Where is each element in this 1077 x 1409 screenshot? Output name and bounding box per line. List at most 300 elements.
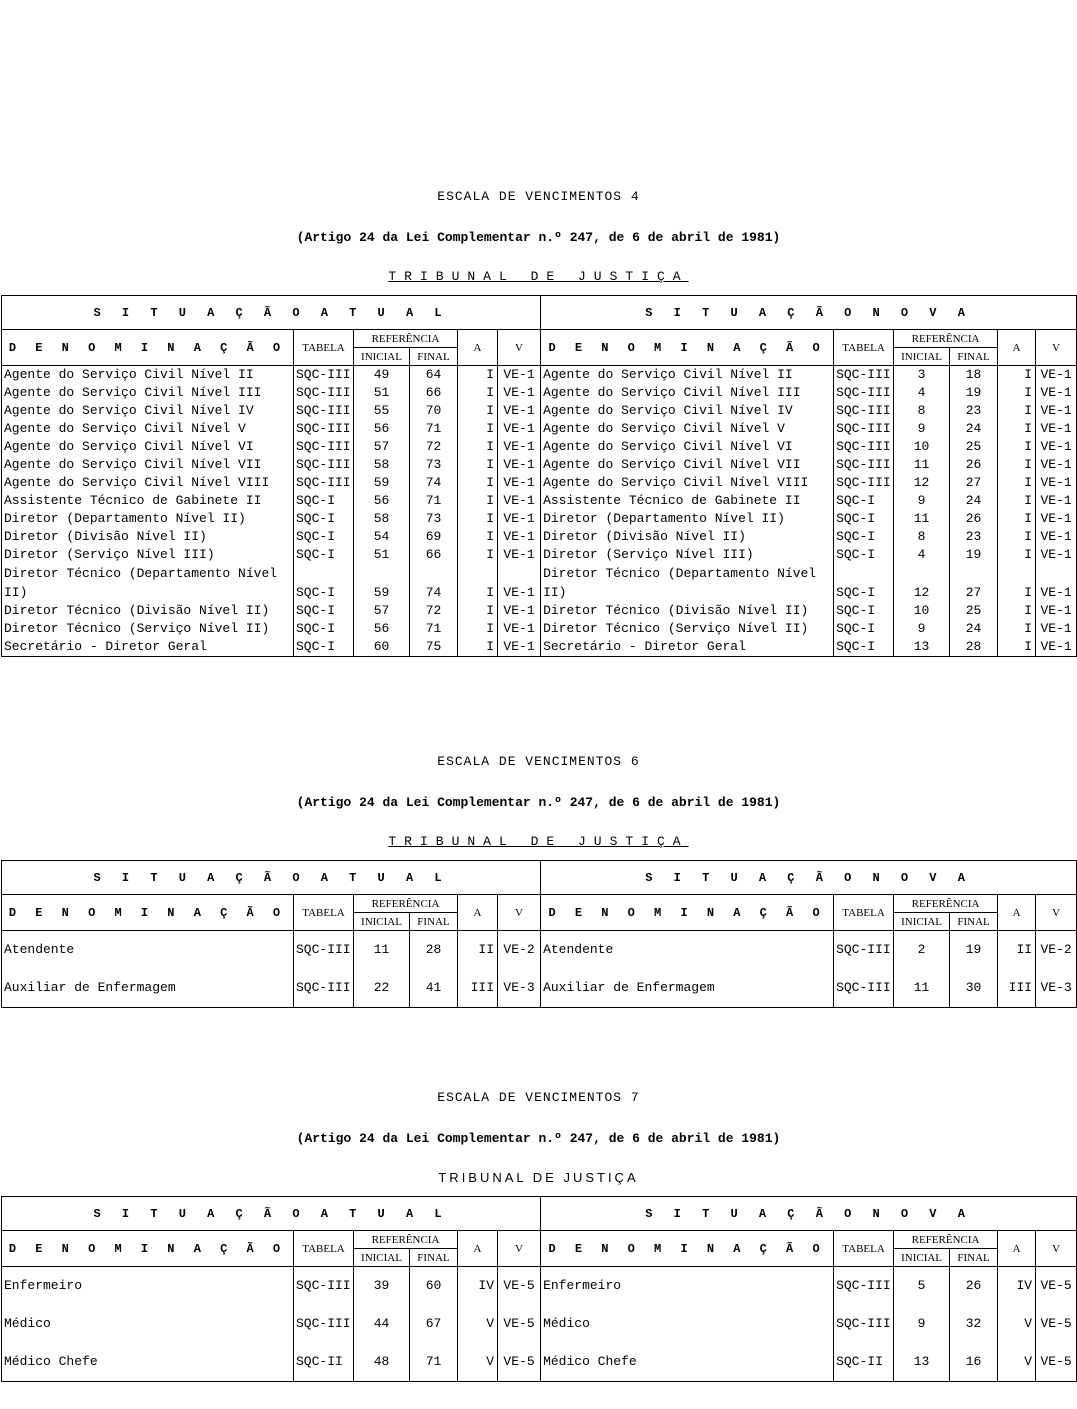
table-row: [2, 931, 1077, 970]
v-cell: VE-1: [498, 510, 541, 528]
tabela-cell: SQC-III: [834, 969, 894, 1008]
v-cell: VE-5: [498, 1267, 541, 1306]
tabela-cell: SQC-I: [294, 528, 354, 546]
tabela-cell: SQC-III: [294, 1267, 354, 1306]
section-title: ESCALA DE VENCIMENTOS 4: [437, 189, 640, 204]
tabela-header: TABELA: [834, 1231, 894, 1267]
a-cell: V: [458, 1305, 498, 1343]
a-cell: IV: [458, 1267, 498, 1306]
table-row: [2, 969, 1077, 1008]
inicial-header: INICIAL: [354, 1249, 410, 1267]
v-header: V: [498, 895, 541, 931]
v-cell: VE-1: [1036, 638, 1077, 657]
a-cell: I: [998, 492, 1036, 510]
inicial-cell: 57: [354, 602, 410, 620]
a-cell: I: [458, 366, 498, 385]
inicial-cell: 22: [354, 969, 410, 1008]
denominacao-cell: Agente do Serviço Civil Nível VI: [2, 438, 294, 456]
escala-table: [1, 1196, 1077, 1382]
a-cell: I: [998, 528, 1036, 546]
inicial-cell: 2: [894, 931, 950, 970]
v-cell: VE-1: [498, 456, 541, 474]
tabela-cell: SQC-III: [294, 438, 354, 456]
a-header: A: [458, 330, 498, 366]
denominacao-cell: Agente do Serviço Civil Nível III: [541, 384, 834, 402]
denominacao-cell: Atendente: [541, 931, 834, 970]
tabela-cell: SQC-III: [834, 402, 894, 420]
final-cell: 24: [950, 492, 998, 510]
final-cell: 26: [950, 456, 998, 474]
inicial-cell: 59: [354, 474, 410, 492]
inicial-header: INICIAL: [894, 913, 950, 931]
v-cell: VE-1: [498, 528, 541, 546]
final-cell: 74: [410, 564, 458, 602]
denominacao-cell: Agente do Serviço Civil Nível V: [541, 420, 834, 438]
a-cell: II: [458, 931, 498, 970]
a-cell: I: [458, 456, 498, 474]
a-cell: I: [998, 510, 1036, 528]
denominacao-cell: Agente do Serviço Civil Nível II: [2, 366, 294, 385]
inicial-cell: 54: [354, 528, 410, 546]
v-cell: VE-1: [498, 546, 541, 564]
a-cell: I: [998, 420, 1036, 438]
table-row: [2, 1267, 1077, 1306]
a-cell: I: [458, 438, 498, 456]
tabela-cell: SQC-II: [294, 1343, 354, 1382]
a-cell: I: [998, 402, 1036, 420]
final-header: FINAL: [410, 913, 458, 931]
section-subtitle: (Artigo 24 da Lei Complementar n.º 247, de 6 de abril de 1981): [296, 1131, 781, 1146]
escala-table: [1, 295, 1077, 657]
final-header: FINAL: [950, 1249, 998, 1267]
final-cell: 71: [410, 620, 458, 638]
v-cell: VE-1: [1036, 546, 1077, 564]
inicial-cell: 4: [894, 546, 950, 564]
v-cell: VE-5: [498, 1343, 541, 1382]
tabela-cell: SQC-III: [834, 456, 894, 474]
final-cell: 23: [950, 528, 998, 546]
v-cell: VE-1: [1036, 510, 1077, 528]
v-cell: VE-1: [1036, 492, 1077, 510]
situacao-nova-header: S I T U A Ç Ã O N O V A: [541, 861, 1077, 895]
a-cell: I: [998, 456, 1036, 474]
a-cell: I: [458, 602, 498, 620]
a-header: A: [998, 895, 1036, 931]
denominacao-cell: Auxiliar de Enfermagem: [2, 969, 294, 1008]
inicial-cell: 9: [894, 620, 950, 638]
v-cell: VE-1: [1036, 564, 1077, 602]
a-cell: V: [998, 1343, 1036, 1382]
final-cell: 66: [410, 384, 458, 402]
inicial-cell: 48: [354, 1343, 410, 1382]
denominacao-cell: Diretor Técnico (Divisão Nível II): [541, 602, 834, 620]
table-row: [2, 546, 1077, 564]
a-cell: V: [458, 1343, 498, 1382]
v-cell: VE-1: [1036, 528, 1077, 546]
denominacao-header: D E N O M I N A Ç Ã O: [541, 895, 834, 931]
final-cell: 70: [410, 402, 458, 420]
tabela-cell: SQC-I: [294, 638, 354, 657]
inicial-cell: 5: [894, 1267, 950, 1306]
v-cell: VE-1: [498, 638, 541, 657]
denominacao-header: D E N O M I N A Ç Ã O: [2, 330, 294, 366]
referencia-header: REFERÊNCIA: [354, 895, 458, 913]
tabela-cell: SQC-III: [834, 438, 894, 456]
final-cell: 23: [950, 402, 998, 420]
a-cell: I: [998, 638, 1036, 657]
v-cell: VE-1: [1036, 620, 1077, 638]
table-row: [2, 602, 1077, 620]
situacao-atual-header: S I T U A Ç Ã O A T U A L: [2, 861, 541, 895]
denominacao-cell: Secretário - Diretor Geral: [541, 638, 834, 657]
inicial-cell: 56: [354, 620, 410, 638]
situacao-nova-header: S I T U A Ç Ã O N O V A: [541, 1197, 1077, 1231]
final-cell: 27: [950, 474, 998, 492]
v-header: V: [498, 1231, 541, 1267]
a-cell: I: [998, 438, 1036, 456]
denominacao-cell: Diretor Técnico (Serviço Nível II): [2, 620, 294, 638]
v-cell: VE-1: [498, 384, 541, 402]
final-header: FINAL: [410, 348, 458, 366]
tabela-cell: SQC-I: [834, 564, 894, 602]
a-header: A: [998, 1231, 1036, 1267]
final-header: FINAL: [410, 1249, 458, 1267]
inicial-cell: 9: [894, 492, 950, 510]
table-row: [2, 402, 1077, 420]
v-cell: VE-1: [498, 602, 541, 620]
inicial-cell: 51: [354, 546, 410, 564]
denominacao-cell: Agente do Serviço Civil Nível III: [2, 384, 294, 402]
table-row: [2, 438, 1077, 456]
a-cell: I: [458, 638, 498, 657]
v-cell: VE-5: [1036, 1305, 1077, 1343]
a-cell: I: [458, 474, 498, 492]
final-header: FINAL: [950, 348, 998, 366]
tabela-cell: SQC-III: [834, 931, 894, 970]
tabela-cell: SQC-III: [294, 420, 354, 438]
a-cell: I: [998, 602, 1036, 620]
a-cell: I: [458, 546, 498, 564]
denominacao-header: D E N O M I N A Ç Ã O: [541, 330, 834, 366]
denominacao-cell: Atendente: [2, 931, 294, 970]
inicial-cell: 58: [354, 510, 410, 528]
tabela-cell: SQC-III: [294, 384, 354, 402]
final-cell: 71: [410, 1343, 458, 1382]
denominacao-header: D E N O M I N A Ç Ã O: [2, 895, 294, 931]
table-row: [2, 638, 1077, 657]
table-row: [2, 564, 1077, 602]
v-cell: VE-3: [498, 969, 541, 1008]
final-cell: 72: [410, 438, 458, 456]
final-cell: 73: [410, 456, 458, 474]
v-header: V: [1036, 895, 1077, 931]
final-cell: 25: [950, 438, 998, 456]
final-cell: 24: [950, 620, 998, 638]
a-header: A: [458, 895, 498, 931]
a-header: A: [458, 1231, 498, 1267]
denominacao-header: D E N O M I N A Ç Ã O: [2, 1231, 294, 1267]
v-header: V: [1036, 1231, 1077, 1267]
v-header: V: [498, 330, 541, 366]
table-row: [2, 474, 1077, 492]
tabela-cell: SQC-I: [834, 528, 894, 546]
inicial-cell: 12: [894, 474, 950, 492]
situacao-atual-header: S I T U A Ç Ã O A T U A L: [2, 1197, 541, 1231]
a-cell: I: [998, 366, 1036, 385]
v-cell: VE-1: [1036, 402, 1077, 420]
inicial-cell: 11: [894, 510, 950, 528]
a-cell: I: [458, 620, 498, 638]
final-cell: 24: [950, 420, 998, 438]
a-cell: III: [458, 969, 498, 1008]
denominacao-cell: Agente do Serviço Civil Nível VI: [541, 438, 834, 456]
a-cell: I: [458, 528, 498, 546]
final-cell: 18: [950, 366, 998, 385]
v-cell: VE-1: [1036, 456, 1077, 474]
denominacao-cell: Diretor (Serviço Nível III): [541, 546, 834, 564]
tabela-header: TABELA: [294, 1231, 354, 1267]
v-cell: VE-1: [498, 620, 541, 638]
table-row: [2, 366, 1077, 385]
final-cell: 19: [950, 931, 998, 970]
inicial-header: INICIAL: [894, 1249, 950, 1267]
inicial-header: INICIAL: [894, 348, 950, 366]
inicial-cell: 39: [354, 1267, 410, 1306]
tabela-cell: SQC-I: [294, 510, 354, 528]
v-cell: VE-1: [1036, 602, 1077, 620]
inicial-cell: 49: [354, 366, 410, 385]
tabela-cell: SQC-I: [294, 492, 354, 510]
tabela-header: TABELA: [294, 895, 354, 931]
final-cell: 69: [410, 528, 458, 546]
inicial-cell: 56: [354, 492, 410, 510]
tabela-cell: SQC-I: [834, 546, 894, 564]
denominacao-cell: Agente do Serviço Civil Nível IV: [541, 402, 834, 420]
a-cell: II: [998, 931, 1036, 970]
inicial-cell: 13: [894, 1343, 950, 1382]
section-subtitle: (Artigo 24 da Lei Complementar n.º 247, de 6 de abril de 1981): [296, 795, 781, 810]
denominacao-cell: Diretor Técnico (Departamento Nível II): [541, 564, 834, 602]
tabela-cell: SQC-I: [294, 620, 354, 638]
tabela-cell: SQC-I: [834, 510, 894, 528]
table-row: [2, 510, 1077, 528]
denominacao-cell: Agente do Serviço Civil Nível VIII: [541, 474, 834, 492]
final-cell: 64: [410, 366, 458, 385]
denominacao-header: D E N O M I N A Ç Ã O: [541, 1231, 834, 1267]
a-cell: V: [998, 1305, 1036, 1343]
tabela-cell: SQC-III: [834, 384, 894, 402]
a-cell: IV: [998, 1267, 1036, 1306]
tabela-cell: SQC-III: [834, 366, 894, 385]
denominacao-cell: Diretor (Divisão Nível II): [541, 528, 834, 546]
situacao-atual-header: S I T U A Ç Ã O A T U A L: [2, 296, 541, 330]
table-row: [2, 620, 1077, 638]
a-cell: I: [458, 564, 498, 602]
denominacao-cell: Assistente Técnico de Gabinete II: [541, 492, 834, 510]
final-cell: 60: [410, 1267, 458, 1306]
tabela-cell: SQC-I: [834, 492, 894, 510]
table-row: [2, 420, 1077, 438]
denominacao-cell: Diretor (Serviço Nível III): [2, 546, 294, 564]
denominacao-cell: Agente do Serviço Civil Nível IV: [2, 402, 294, 420]
a-header: A: [998, 330, 1036, 366]
a-cell: I: [998, 474, 1036, 492]
tabela-cell: SQC-III: [834, 1267, 894, 1306]
table-row: [2, 384, 1077, 402]
inicial-cell: 13: [894, 638, 950, 657]
v-header: V: [1036, 330, 1077, 366]
v-cell: VE-1: [498, 474, 541, 492]
denominacao-cell: Médico: [2, 1305, 294, 1343]
denominacao-cell: Assistente Técnico de Gabinete II: [2, 492, 294, 510]
v-cell: VE-1: [498, 402, 541, 420]
v-cell: VE-1: [1036, 474, 1077, 492]
denominacao-cell: Médico Chefe: [2, 1343, 294, 1382]
table-row: [2, 492, 1077, 510]
tabela-cell: SQC-III: [834, 420, 894, 438]
denominacao-cell: Agente do Serviço Civil Nível II: [541, 366, 834, 385]
section-court: TRIBUNAL DE JUSTIÇA: [438, 1170, 639, 1185]
final-cell: 30: [950, 969, 998, 1008]
final-header: FINAL: [950, 913, 998, 931]
inicial-cell: 10: [894, 602, 950, 620]
denominacao-cell: Diretor Técnico (Departamento Nível II): [2, 564, 294, 602]
tabela-cell: SQC-III: [294, 931, 354, 970]
denominacao-cell: Diretor Técnico (Divisão Nível II): [2, 602, 294, 620]
a-cell: I: [998, 384, 1036, 402]
v-cell: VE-5: [1036, 1343, 1077, 1382]
section-court: TRIBUNAL DE JUSTIÇA: [388, 834, 689, 849]
section-court: TRIBUNAL DE JUSTIÇA: [388, 269, 689, 284]
inicial-header: INICIAL: [354, 913, 410, 931]
denominacao-cell: Diretor (Divisão Nível II): [2, 528, 294, 546]
section-title: ESCALA DE VENCIMENTOS 7: [437, 1090, 640, 1105]
inicial-cell: 51: [354, 384, 410, 402]
final-cell: 75: [410, 638, 458, 657]
inicial-cell: 10: [894, 438, 950, 456]
inicial-cell: 58: [354, 456, 410, 474]
v-cell: VE-1: [498, 420, 541, 438]
escala-table: [1, 860, 1077, 1008]
v-cell: VE-1: [1036, 420, 1077, 438]
denominacao-cell: Auxiliar de Enfermagem: [541, 969, 834, 1008]
table-row: [2, 528, 1077, 546]
a-cell: I: [458, 384, 498, 402]
denominacao-cell: Médico Chefe: [541, 1343, 834, 1382]
v-cell: VE-2: [1036, 931, 1077, 970]
referencia-header: REFERÊNCIA: [354, 1231, 458, 1249]
final-cell: 72: [410, 602, 458, 620]
denominacao-cell: Diretor Técnico (Serviço Nível II): [541, 620, 834, 638]
inicial-cell: 55: [354, 402, 410, 420]
final-cell: 26: [950, 1267, 998, 1306]
tabela-cell: SQC-I: [294, 564, 354, 602]
inicial-cell: 12: [894, 564, 950, 602]
inicial-cell: 57: [354, 438, 410, 456]
v-cell: VE-2: [498, 931, 541, 970]
section-title: ESCALA DE VENCIMENTOS 6: [437, 754, 640, 769]
table-row: [2, 456, 1077, 474]
final-cell: 41: [410, 969, 458, 1008]
inicial-header: INICIAL: [354, 348, 410, 366]
tabela-cell: SQC-III: [294, 456, 354, 474]
v-cell: VE-5: [1036, 1267, 1077, 1306]
inicial-cell: 60: [354, 638, 410, 657]
a-cell: III: [998, 969, 1036, 1008]
section-subtitle: (Artigo 24 da Lei Complementar n.º 247, de 6 de abril de 1981): [296, 230, 781, 245]
tabela-cell: SQC-I: [834, 638, 894, 657]
denominacao-cell: Enfermeiro: [541, 1267, 834, 1306]
tabela-cell: SQC-III: [294, 474, 354, 492]
tabela-cell: SQC-III: [834, 1305, 894, 1343]
inicial-cell: 56: [354, 420, 410, 438]
inicial-cell: 8: [894, 402, 950, 420]
situacao-nova-header: S I T U A Ç Ã O N O V A: [541, 296, 1077, 330]
final-cell: 16: [950, 1343, 998, 1382]
final-cell: 32: [950, 1305, 998, 1343]
tabela-header: TABELA: [834, 330, 894, 366]
final-cell: 28: [410, 931, 458, 970]
v-cell: VE-1: [498, 564, 541, 602]
final-cell: 19: [950, 546, 998, 564]
tabela-cell: SQC-I: [294, 602, 354, 620]
inicial-cell: 44: [354, 1305, 410, 1343]
final-cell: 27: [950, 564, 998, 602]
a-cell: I: [458, 510, 498, 528]
table-row: [2, 1305, 1077, 1343]
inicial-cell: 8: [894, 528, 950, 546]
final-cell: 74: [410, 474, 458, 492]
final-cell: 28: [950, 638, 998, 657]
v-cell: VE-1: [1036, 384, 1077, 402]
denominacao-cell: Agente do Serviço Civil Nível VIII: [2, 474, 294, 492]
denominacao-cell: Diretor (Departamento Nível II): [2, 510, 294, 528]
v-cell: VE-1: [498, 366, 541, 385]
tabela-header: TABELA: [834, 895, 894, 931]
denominacao-cell: Secretário - Diretor Geral: [2, 638, 294, 657]
referencia-header: REFERÊNCIA: [354, 330, 458, 348]
a-cell: I: [458, 402, 498, 420]
escala-section-6: [1, 753, 1076, 1008]
escala-section-7: [1, 1089, 1076, 1382]
final-cell: 66: [410, 546, 458, 564]
v-cell: VE-3: [1036, 969, 1077, 1008]
final-cell: 19: [950, 384, 998, 402]
v-cell: VE-5: [498, 1305, 541, 1343]
tabela-cell: SQC-I: [834, 602, 894, 620]
inicial-cell: 9: [894, 420, 950, 438]
final-cell: 67: [410, 1305, 458, 1343]
v-cell: VE-1: [1036, 366, 1077, 385]
final-cell: 73: [410, 510, 458, 528]
tabela-cell: SQC-III: [834, 474, 894, 492]
inicial-cell: 3: [894, 366, 950, 385]
denominacao-cell: Agente do Serviço Civil Nível V: [2, 420, 294, 438]
a-cell: I: [998, 620, 1036, 638]
inicial-cell: 4: [894, 384, 950, 402]
a-cell: I: [458, 420, 498, 438]
inicial-cell: 11: [354, 931, 410, 970]
v-cell: VE-1: [1036, 438, 1077, 456]
inicial-cell: 59: [354, 564, 410, 602]
tabela-cell: SQC-III: [294, 969, 354, 1008]
inicial-cell: 11: [894, 456, 950, 474]
final-cell: 26: [950, 510, 998, 528]
a-cell: I: [458, 492, 498, 510]
inicial-cell: 11: [894, 969, 950, 1008]
final-cell: 25: [950, 602, 998, 620]
tabela-cell: SQC-III: [294, 1305, 354, 1343]
